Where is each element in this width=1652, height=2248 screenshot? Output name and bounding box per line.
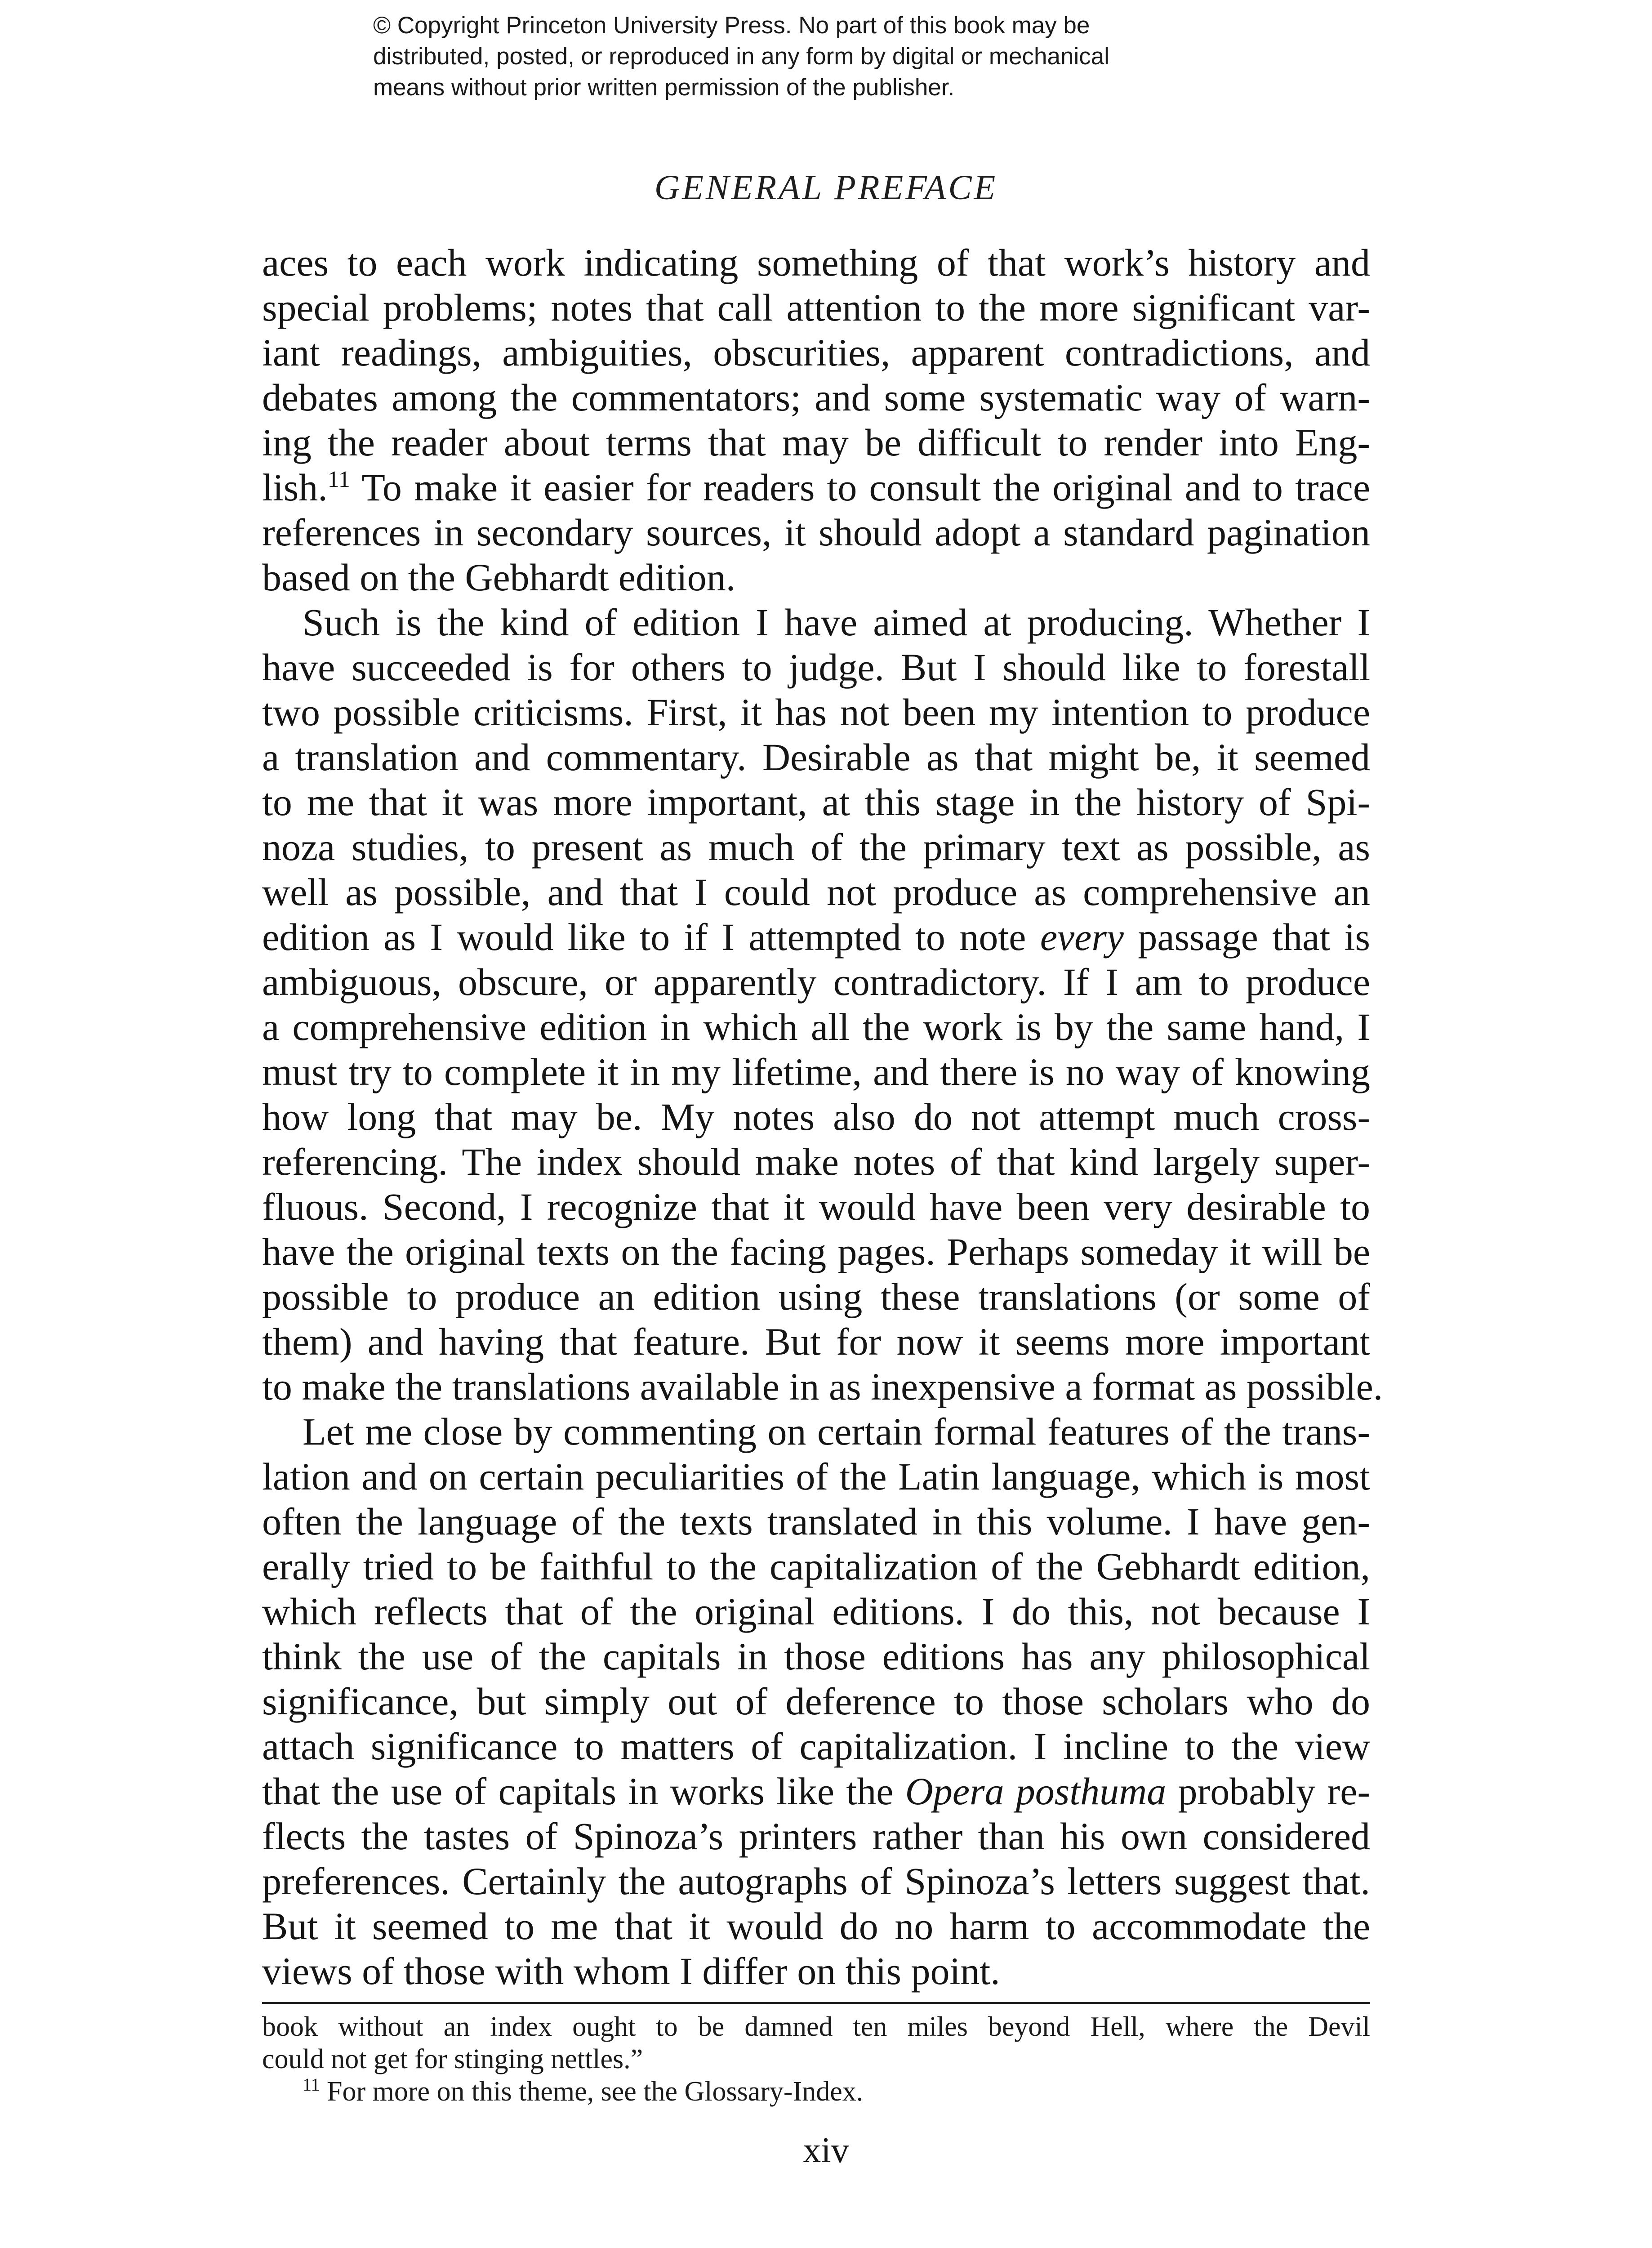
- text-fragment: that the use of capitals in works like the: [262, 1770, 905, 1813]
- text-line: preferences. Certainly the autographs of Spinoza’s letters suggest that.: [262, 1860, 1370, 1903]
- text-line: noza studies, to present as much of the primary text as possible, as: [262, 825, 1370, 869]
- text-fragment: To make it easier for readers to consult the original and to trace: [350, 466, 1370, 509]
- text-line: flects the tastes of Spinoza’s printers rather than his own considered: [262, 1815, 1370, 1858]
- text-line: special problems; notes that call attention to the more significant var-: [262, 286, 1370, 329]
- footnote-line: could not get for stinging nettles.”: [262, 2044, 643, 2074]
- copyright-notice: [373, 10, 1272, 103]
- text-line: ing the reader about terms that may be difficult to render into Eng-: [262, 421, 1370, 464]
- text-line: to me that it was more important, at this stage in the history of Spi-: [262, 781, 1370, 824]
- text-line: iant readings, ambiguities, obscurities, apparent contradictions, and: [262, 331, 1370, 374]
- text-line: must try to complete it in my lifetime, and there is no way of knowing: [262, 1050, 1370, 1093]
- page-number: xiv: [803, 2131, 849, 2170]
- body-text: [262, 240, 1383, 1994]
- text-line: attach significance to matters of capitalization. I incline to the view: [262, 1725, 1370, 1768]
- footnotes: [262, 2011, 1370, 2108]
- emphasis: Opera posthuma: [905, 1770, 1167, 1813]
- text-line: [262, 465, 1370, 510]
- emphasis: every: [1040, 915, 1124, 959]
- text-line: have succeeded is for others to judge. But I should like to forestall: [262, 646, 1370, 689]
- text-line: erally tried to be faithful to the capitalization of the Gebhardt edition,: [262, 1545, 1370, 1588]
- text-line: well as possible, and that I could not produce as comprehensive an: [262, 870, 1370, 914]
- copyright-line: means without prior written permission of the publisher.: [373, 74, 955, 101]
- text-line: ambiguous, obscure, or apparently contradictory. If I am to produce: [262, 960, 1370, 1004]
- text-line: Such is the kind of edition I have aimed at producing. Whether I: [303, 601, 1370, 644]
- footnote-text: For more on this theme, see the Glossary-Index.: [320, 2076, 864, 2107]
- copyright-line: distributed, posted, or reproduced in any form by digital or mechanical: [373, 43, 1109, 70]
- text-line: lation and on certain peculiarities of the Latin language, which is most: [262, 1455, 1370, 1498]
- text-line: possible to produce an edition using these translations (or some of: [262, 1275, 1370, 1318]
- text-line: But it seemed to me that it would do no harm to accommodate the: [262, 1905, 1370, 1948]
- copyright-line: © Copyright Princeton University Press. No part of this book may be: [373, 12, 1090, 39]
- text-line: them) and having that feature. But for now it seems more important: [262, 1320, 1370, 1363]
- text-line: often the language of the texts translated in this volume. I have gen-: [262, 1500, 1370, 1543]
- text-line: a translation and commentary. Desirable as that might be, it seemed: [262, 736, 1370, 779]
- text-line: debates among the commentators; and some systematic way of warn-: [262, 376, 1370, 419]
- text-line: think the use of the capitals in those editions has any philosophical: [262, 1635, 1370, 1678]
- text-line: [262, 1769, 1370, 1814]
- text-line: aces to each work indicating something of that work’s history and: [262, 241, 1370, 284]
- text-fragment: lish.: [262, 466, 328, 509]
- text-fragment: passage that is: [1123, 915, 1370, 959]
- text-line: to make the translations available in as inexpensive a format as possible.: [262, 1365, 1383, 1408]
- text-line: based on the Gebhardt edition.: [262, 556, 736, 599]
- text-line: significance, but simply out of deference to those scholars who do: [262, 1680, 1370, 1723]
- footnote-rule: [262, 2002, 1370, 2004]
- text-line: how long that may be. My notes also do not attempt much cross-: [262, 1095, 1370, 1138]
- footnote-line: book without an index ought to be damned ten miles beyond Hell, where the Devil: [262, 2012, 1370, 2042]
- footnote-reference: 11: [327, 467, 350, 492]
- text-line: two possible criticisms. First, it has not been my intention to produce: [262, 691, 1370, 734]
- text-line: [262, 914, 1370, 959]
- footnote-marker: 11: [303, 2074, 320, 2095]
- text-line: which reflects that of the original editions. I do this, not because I: [262, 1590, 1370, 1633]
- text-line: references in secondary sources, it should adopt a standard pagination: [262, 511, 1370, 554]
- text-line: Let me close by commenting on certain formal features of the trans-: [303, 1410, 1370, 1453]
- text-fragment: edition as I would like to if I attempted to note: [262, 915, 1040, 959]
- text-fragment: probably re-: [1166, 1770, 1371, 1813]
- text-line: fluous. Second, I recognize that it would have been very desirable to: [262, 1185, 1370, 1228]
- text-line: have the original texts on the facing pages. Perhaps someday it will be: [262, 1230, 1370, 1273]
- text-line: views of those with whom I differ on this point.: [262, 1949, 1000, 1993]
- text-line: referencing. The index should make notes of that kind largely super-: [262, 1140, 1370, 1183]
- text-line: a comprehensive edition in which all the work is by the same hand, I: [262, 1005, 1370, 1048]
- footnote-11: [262, 2075, 1370, 2108]
- running-head: GENERAL PREFACE: [654, 168, 998, 207]
